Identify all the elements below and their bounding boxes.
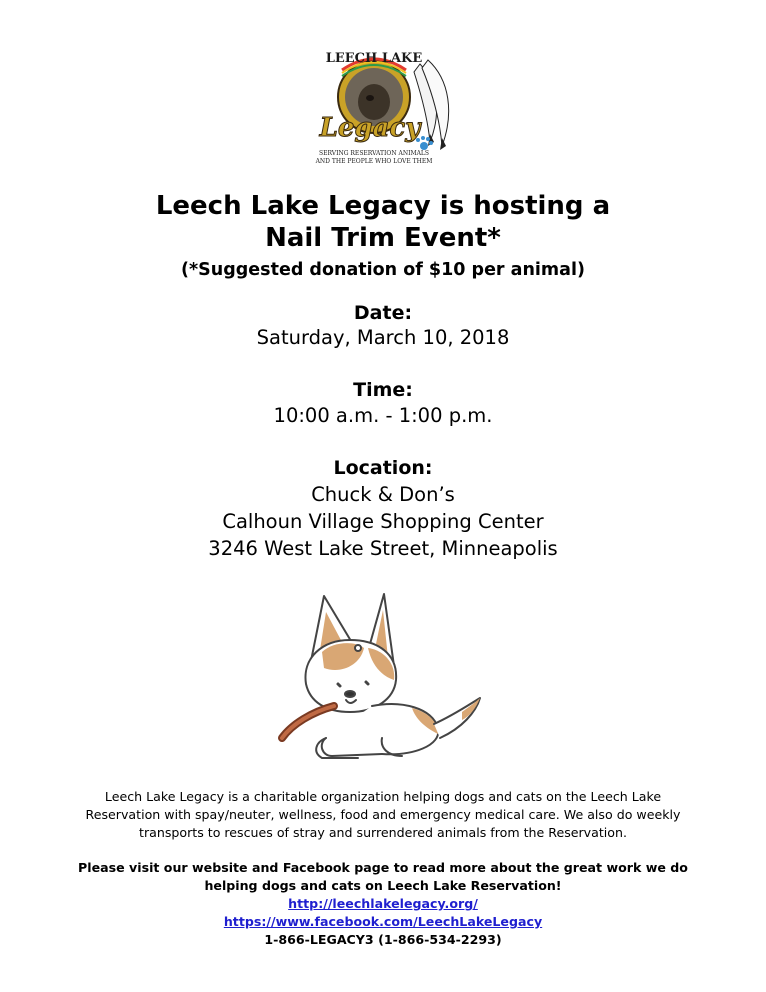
- time-value: 10:00 a.m. - 1:00 p.m.: [273, 404, 493, 427]
- location-line-2: Calhoun Village Shopping Center: [222, 510, 544, 533]
- leech-lake-legacy-logo: [302, 42, 467, 167]
- logo-tagline-2: AND THE PEOPLE WHO LOVE THEM: [315, 158, 433, 165]
- about-line-1: Leech Lake Legacy is a charitable organization helping dogs and cats on the Leech Lake: [104, 789, 662, 804]
- date-value: Saturday, March 10, 2018: [256, 326, 510, 349]
- bone-icon: [282, 706, 334, 738]
- location-label: Location:: [333, 457, 433, 479]
- about-line-3: transports to rescues of stray and surrendered animals from the Reservation.: [139, 825, 627, 840]
- logo-tagline-1: SERVING RESERVATION ANIMALS: [318, 150, 430, 157]
- phone-number: 1-866-LEGACY3 (1-866-534-2293): [264, 932, 502, 947]
- logo-name-script: Legacy: [319, 113, 421, 143]
- time-label: Time:: [353, 379, 413, 401]
- date-label: Date:: [353, 302, 413, 324]
- event-title-line-1: Leech Lake Legacy is hosting a: [155, 191, 611, 221]
- donation-note: (*Suggested donation of $10 per animal): [181, 260, 585, 280]
- logo-name-top: LEECH LAKE: [325, 51, 423, 66]
- location-line-3: 3246 West Lake Street, Minneapolis: [208, 537, 558, 560]
- facebook-link[interactable]: https://www.facebook.com/LeechLakeLegacy: [223, 914, 543, 929]
- dog-chewing-bone-illustration: [262, 588, 492, 768]
- location-line-1: Chuck & Don’s: [311, 483, 455, 506]
- visit-line-2: helping dogs and cats on Leech Lake Reservation!: [204, 878, 562, 893]
- about-line-2: Reservation with spay/neuter, wellness, food and emergency medical care. We also do weekly: [85, 807, 681, 822]
- website-link[interactable]: http://leechlakelegacy.org/: [288, 896, 478, 911]
- event-title-line-2: Nail Trim Event*: [265, 223, 501, 253]
- visit-line-1: Please visit our website and Facebook page to read more about the great work we do: [78, 860, 688, 875]
